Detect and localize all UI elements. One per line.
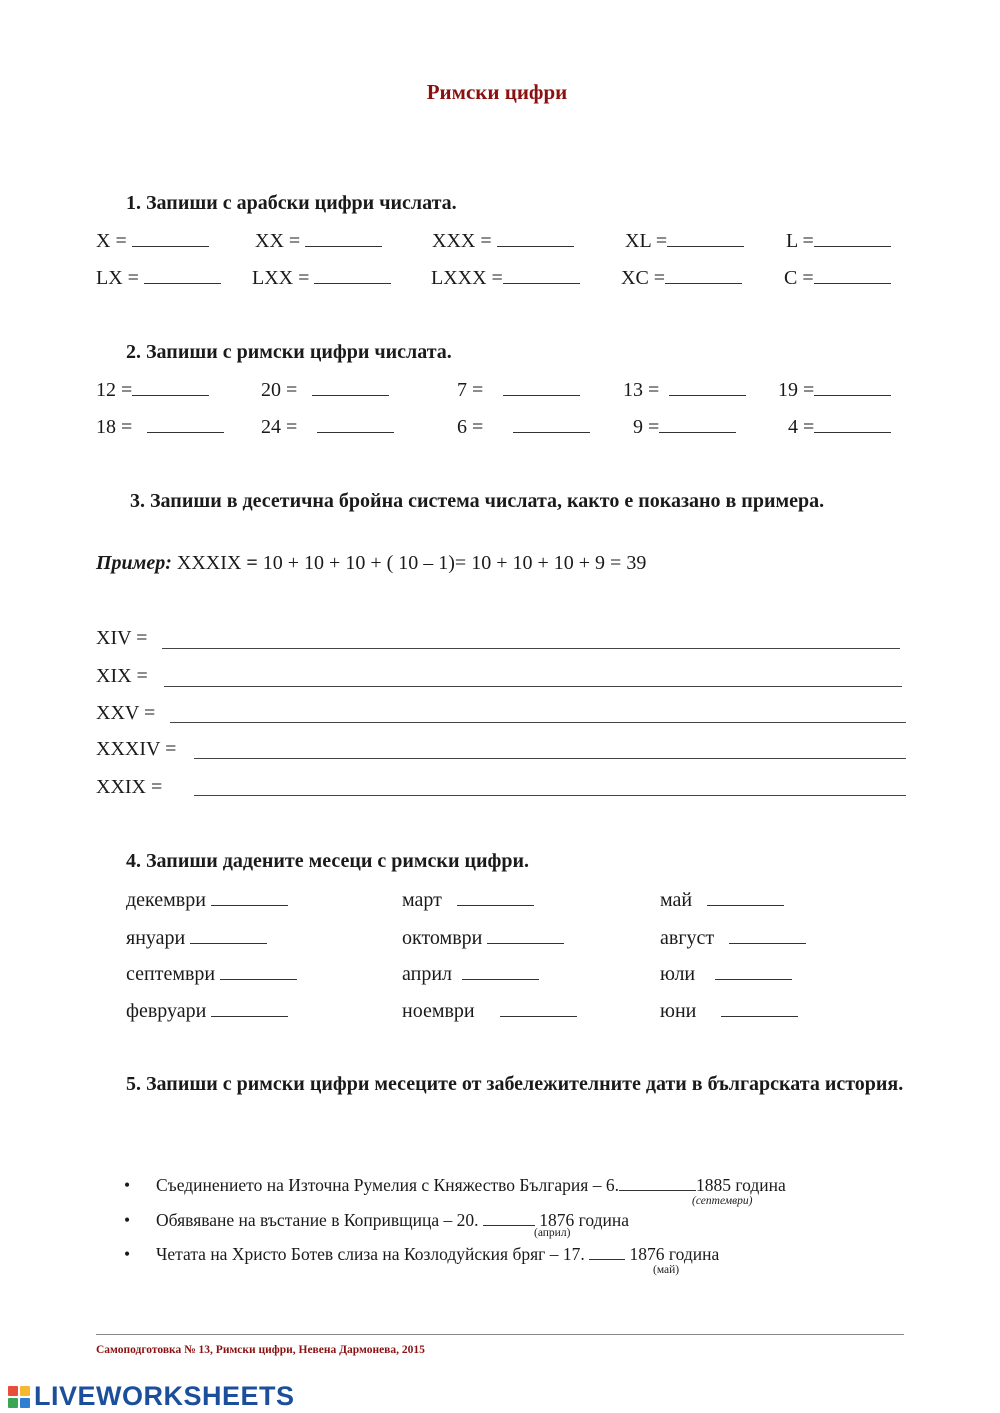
month-label: юни — [660, 1000, 697, 1022]
q5-heading-text: 5. Запиши с римски цифри месеците от забележителните дати в българската история. — [126, 1073, 904, 1095]
bullet-icon: • — [124, 1175, 131, 1195]
answer-blank[interactable] — [211, 999, 288, 1017]
q1-label: C = — [784, 267, 814, 289]
q2-label: 24 = — [261, 416, 298, 438]
answer-blank[interactable] — [497, 229, 574, 247]
brand-name: LIVEWORKSHEETS — [34, 1381, 295, 1411]
q3-line-label: XXV = — [96, 702, 156, 724]
q2-label: 4 = — [788, 416, 815, 438]
q1-label: LXXX = — [431, 267, 503, 289]
month-item — [660, 926, 806, 950]
q3-line-label: XIX = — [96, 665, 148, 687]
liveworksheets-logo[interactable] — [8, 1381, 295, 1412]
month-item — [402, 962, 539, 986]
answer-blank[interactable] — [619, 1175, 696, 1191]
footer-credit: Самоподготовка № 13, Римски цифри, Невена Дармонева, 2015 — [96, 1344, 425, 1356]
hint-label: (септември) — [692, 1195, 753, 1207]
q3-line-label: XXXIV = — [96, 738, 177, 760]
answer-blank[interactable] — [814, 266, 891, 284]
q3-heading-text: 3. Запиши в десетична бройна система числата, както е показано в примера. — [130, 490, 825, 512]
history-year: 1876 година — [629, 1244, 720, 1264]
q1-label: LXX = — [252, 267, 310, 289]
q2-label: 13 = — [623, 379, 660, 401]
answer-blank[interactable] — [715, 962, 792, 980]
answer-blank[interactable] — [814, 229, 891, 247]
q2-item — [96, 378, 209, 402]
page-title: Римски цифри — [426, 80, 568, 104]
q2-heading: 2. Запиши с римски цифри числата. — [126, 341, 452, 363]
q2-label: 19 = — [778, 379, 815, 401]
history-item — [156, 1175, 786, 1196]
answer-blank[interactable] — [669, 378, 746, 396]
answer-blank[interactable] — [305, 229, 382, 247]
month-label: февруари — [126, 1000, 207, 1022]
answer-blank[interactable] — [483, 1210, 535, 1226]
answer-blank[interactable] — [190, 926, 267, 944]
answer-blank[interactable] — [132, 378, 209, 396]
month-label: март — [402, 889, 442, 911]
q2-label: 20 = — [261, 379, 298, 401]
bullet-icon: • — [124, 1244, 131, 1264]
q4-heading: 4. Запиши дадените месеци с римски цифри. — [126, 850, 529, 872]
answer-blank[interactable] — [729, 926, 806, 944]
q1-item — [786, 229, 891, 253]
answer-blank[interactable] — [721, 999, 798, 1017]
q2-label: 18 = — [96, 416, 133, 438]
q2-label: 12 = — [96, 379, 133, 401]
q2-item — [457, 378, 580, 402]
answer-blank[interactable] — [144, 266, 221, 284]
q1-heading: 1. Запиши с арабски цифри числата. — [126, 192, 457, 214]
q2-label: 9 = — [633, 416, 660, 438]
month-item — [402, 999, 577, 1023]
answer-line[interactable] — [164, 686, 902, 687]
q1-label: LX = — [96, 267, 139, 289]
q1-item — [255, 229, 382, 253]
month-label: януари — [126, 927, 186, 949]
example-equals: = — [246, 552, 258, 574]
month-item — [126, 999, 288, 1023]
month-label: юли — [660, 963, 696, 985]
answer-blank[interactable] — [500, 999, 577, 1017]
answer-blank[interactable] — [220, 962, 297, 980]
q3-example — [96, 552, 646, 575]
answer-blank[interactable] — [814, 415, 891, 433]
answer-blank[interactable] — [513, 415, 590, 433]
q1-item — [252, 266, 391, 290]
q3-line-label: XIV = — [96, 627, 148, 649]
answer-blank[interactable] — [487, 926, 564, 944]
answer-blank[interactable] — [589, 1244, 625, 1260]
q1-item — [625, 229, 744, 253]
month-item — [660, 888, 784, 912]
answer-line[interactable] — [170, 722, 906, 723]
q1-label: X = — [96, 230, 127, 252]
q1-item — [621, 266, 742, 290]
month-item — [402, 926, 564, 950]
month-label: май — [660, 889, 693, 911]
answer-blank[interactable] — [147, 415, 224, 433]
month-label: април — [402, 963, 452, 985]
answer-blank[interactable] — [707, 888, 784, 906]
q2-item — [96, 415, 224, 439]
q1-item — [432, 229, 574, 253]
answer-line[interactable] — [194, 758, 906, 759]
answer-blank[interactable] — [659, 415, 736, 433]
answer-line[interactable] — [194, 795, 906, 796]
q3-heading — [96, 488, 904, 514]
answer-blank[interactable] — [667, 229, 744, 247]
answer-blank[interactable] — [814, 378, 891, 396]
month-item — [126, 888, 288, 912]
q2-item — [261, 378, 389, 402]
q1-label: L = — [786, 230, 814, 252]
answer-blank[interactable] — [211, 888, 288, 906]
answer-blank[interactable] — [317, 415, 394, 433]
q3-line-label: XXIX = — [96, 776, 163, 798]
history-text: Съединението на Източна Румелия с Княжество България – 6. — [156, 1175, 619, 1195]
q1-label: XC = — [621, 267, 666, 289]
q2-item — [623, 378, 746, 402]
month-item — [126, 962, 297, 986]
q1-label: XX = — [255, 230, 301, 252]
q2-label: 6 = — [457, 416, 484, 438]
q1-item — [96, 229, 209, 253]
answer-blank[interactable] — [503, 378, 580, 396]
answer-blank[interactable] — [314, 266, 391, 284]
q1-item — [96, 266, 221, 290]
q5-heading — [96, 1071, 904, 1097]
month-item — [402, 888, 534, 912]
answer-blank[interactable] — [312, 378, 389, 396]
history-text: Четата на Христо Ботев слиза на Козлодуйския бряг – 17. — [156, 1244, 585, 1264]
answer-blank[interactable] — [665, 266, 742, 284]
q2-item — [457, 415, 590, 439]
history-text: Обявяване на въстание в Копривщица – 20. — [156, 1210, 479, 1230]
history-year: 1885 година — [695, 1175, 786, 1195]
month-item — [660, 962, 792, 986]
hint-label: (април) — [534, 1227, 571, 1239]
q2-item — [788, 415, 891, 439]
q1-label: XXX = — [432, 230, 492, 252]
month-label: август — [660, 927, 715, 949]
logo-squares-icon — [8, 1386, 30, 1408]
q2-item — [633, 415, 736, 439]
month-label: декември — [126, 889, 206, 911]
hint-label: (май) — [653, 1264, 680, 1276]
history-year: 1876 година — [539, 1210, 629, 1230]
q2-item — [778, 378, 891, 402]
q1-label: XL = — [625, 230, 668, 252]
q2-label: 7 = — [457, 379, 484, 401]
q1-item — [431, 266, 580, 290]
answer-blank[interactable] — [503, 266, 580, 284]
answer-blank[interactable] — [457, 888, 534, 906]
example-roman: XXXIX — [176, 552, 242, 574]
example-label: Пример: — [96, 552, 172, 574]
month-label: ноември — [402, 1000, 475, 1022]
answer-blank[interactable] — [132, 229, 209, 247]
month-label: септември — [126, 963, 216, 985]
month-item — [126, 926, 267, 950]
answer-blank[interactable] — [462, 962, 539, 980]
q1-item — [784, 266, 891, 290]
month-label: октомври — [402, 927, 483, 949]
answer-line[interactable] — [162, 648, 900, 649]
example-expansion: 10 + 10 + 10 + ( 10 – 1)= 10 + 10 + 10 + 9 = 39 — [262, 552, 647, 574]
bullet-icon: • — [124, 1210, 131, 1230]
footer-divider — [96, 1334, 904, 1335]
history-item — [156, 1244, 719, 1265]
q2-item — [261, 415, 394, 439]
month-item — [660, 999, 798, 1023]
